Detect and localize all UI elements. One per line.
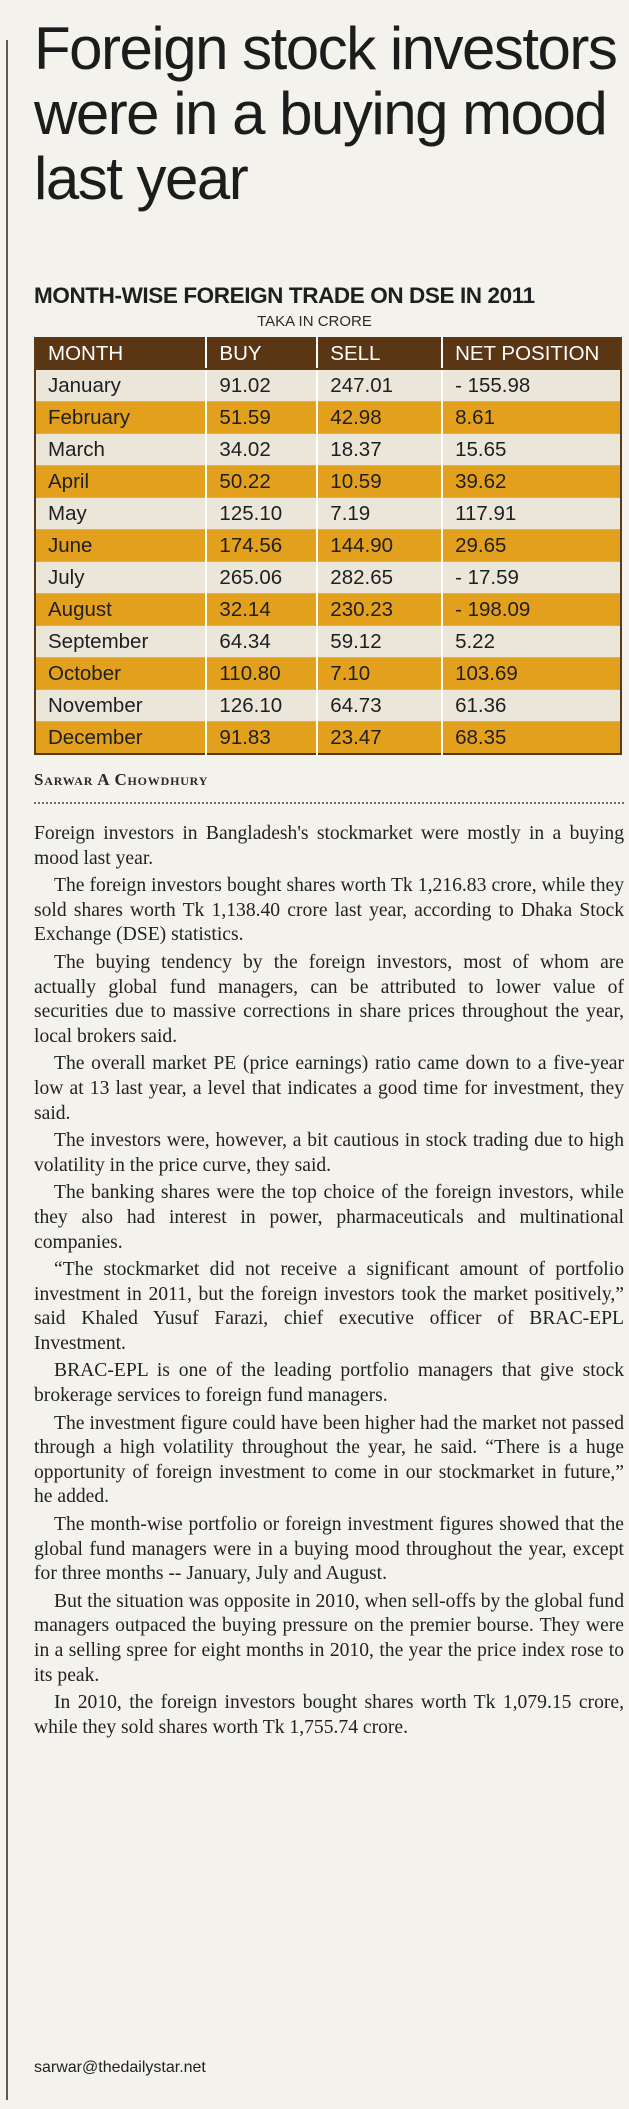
table-row <box>35 369 621 402</box>
table-row <box>35 722 621 755</box>
article-paragraph: “The stockmarket did not receive a significant amount of portfolio investment in 2011, but the foreign investors took the market positively,” said Khaled Yusuf Farazi, chief executive officer of BRAC-EPL Investment. <box>34 1259 624 1354</box>
sell-cell: 10.59 <box>317 466 442 498</box>
headline: Foreign stock investors were in a buying mood last year <box>34 15 617 212</box>
buy-cell: 174.56 <box>206 530 317 562</box>
net-position-cell: 39.62 <box>442 466 621 498</box>
table-row <box>35 498 621 530</box>
article-paragraph: The month-wise portfolio or foreign investment figures showed that the global fund managers were in a buying mood throughout the year, except for three months -- January, July and August. <box>34 1514 624 1585</box>
buy-cell: 32.14 <box>206 594 317 626</box>
article-paragraph: BRAC-EPL is one of the leading portfolio managers that give stock brokerage services to foreign fund managers. <box>34 1360 624 1407</box>
table-row <box>35 658 621 690</box>
sell-cell: 64.73 <box>317 690 442 722</box>
sell-cell: 7.10 <box>317 658 442 690</box>
month-cell: December <box>35 722 206 755</box>
table-row <box>35 402 621 434</box>
month-cell: November <box>35 690 206 722</box>
table-row <box>35 626 621 658</box>
buy-cell: 51.59 <box>206 402 317 434</box>
buy-cell: 91.83 <box>206 722 317 755</box>
buy-cell: 64.34 <box>206 626 317 658</box>
article-paragraph: But the situation was opposite in 2010, when sell-offs by the global fund managers outpaced the buying pressure on the premier bourse. They were in a selling spree for eight months in 2010, the year the price index rose to its peak. <box>34 1590 624 1686</box>
net-position-cell: 29.65 <box>442 530 621 562</box>
net-position-cell: 61.36 <box>442 690 621 722</box>
sell-cell: 42.98 <box>317 402 442 434</box>
table-unit: TAKA IN CRORE <box>257 313 372 330</box>
article-paragraph: Foreign investors in Bangladesh's stockmarket were mostly in a buying mood last year. <box>34 823 624 869</box>
net-position-cell: - 155.98 <box>442 369 621 402</box>
column-rule <box>6 40 8 2100</box>
month-cell: January <box>35 369 206 402</box>
table-body <box>35 369 621 754</box>
net-position-cell: 5.22 <box>442 626 621 658</box>
author-email: sarwar@thedailystar.net <box>34 2059 206 2076</box>
sell-cell: 18.37 <box>317 434 442 466</box>
table-row <box>35 690 621 722</box>
sell-cell: 7.19 <box>317 498 442 530</box>
header-sell: SELL <box>317 338 442 369</box>
buy-cell: 126.10 <box>206 690 317 722</box>
net-position-cell: 8.61 <box>442 402 621 434</box>
header-buy: BUY <box>206 338 317 369</box>
net-position-cell: 117.91 <box>442 498 621 530</box>
table-title: MONTH-WISE FOREIGN TRADE ON DSE IN 2011 <box>34 283 535 308</box>
month-cell: July <box>35 562 206 594</box>
buy-cell: 125.10 <box>206 498 317 530</box>
header-net-position: NET POSITION <box>442 338 621 369</box>
month-cell: September <box>35 626 206 658</box>
buy-cell: 50.22 <box>206 466 317 498</box>
month-cell: August <box>35 594 206 626</box>
sell-cell: 59.12 <box>317 626 442 658</box>
net-position-cell: - 198.09 <box>442 594 621 626</box>
table-row <box>35 434 621 466</box>
month-cell: May <box>35 498 206 530</box>
net-position-cell: - 17.59 <box>442 562 621 594</box>
article-paragraph: The overall market PE (price earnings) ratio came down to a five-year low at 13 last year, a level that indicates a good time for investment, they said. <box>34 1053 624 1124</box>
buy-cell: 110.80 <box>206 658 317 690</box>
article-paragraph: The banking shares were the top choice of the foreign investors, while they also had interest in power, pharmaceuticals and multinational companies. <box>34 1182 624 1253</box>
net-position-cell: 68.35 <box>442 722 621 755</box>
buy-cell: 91.02 <box>206 369 317 402</box>
net-position-cell: 15.65 <box>442 434 621 466</box>
sell-cell: 282.65 <box>317 562 442 594</box>
article-paragraph: The investment figure could have been higher had the market not passed through a high volatility throughout the year, he said. “There is a huge opportunity of foreign investment to come in our stockmarket in future,” he added. <box>34 1412 624 1508</box>
buy-cell: 34.02 <box>206 434 317 466</box>
month-cell: February <box>35 402 206 434</box>
month-cell: October <box>35 658 206 690</box>
table-header-row <box>35 338 621 369</box>
net-position-cell: 103.69 <box>442 658 621 690</box>
sell-cell: 144.90 <box>317 530 442 562</box>
byline: Sarwar A Chowdhury <box>34 770 209 789</box>
article-paragraph: The buying tendency by the foreign investors, most of whom are actually global fund managers, can be attributed to lower value of securities due to massive corrections in share prices throughout the year, local brokers said. <box>34 951 624 1047</box>
article-paragraph: The foreign investors bought shares worth Tk 1,216.83 crore, while they sold shares worth Tk 1,138.40 crore last year, according to Dhaka Stock Exchange (DSE) statistics. <box>34 875 624 946</box>
sell-cell: 23.47 <box>317 722 442 755</box>
month-cell: April <box>35 466 206 498</box>
table-row <box>35 562 621 594</box>
table-row <box>35 594 621 626</box>
sell-cell: 230.23 <box>317 594 442 626</box>
table-row <box>35 466 621 498</box>
article-paragraph: The investors were, however, a bit cautious in stock trading due to high volatility in the price curve, they said. <box>34 1130 624 1176</box>
article-paragraph: In 2010, the foreign investors bought shares worth Tk 1,079.15 crore, while they sold shares worth Tk 1,755.74 crore. <box>34 1692 624 1738</box>
article-body <box>34 822 624 1743</box>
table-row <box>35 530 621 562</box>
month-cell: June <box>35 530 206 562</box>
trade-table <box>34 337 622 755</box>
buy-cell: 265.06 <box>206 562 317 594</box>
month-cell: March <box>35 434 206 466</box>
sell-cell: 247.01 <box>317 369 442 402</box>
dotted-divider <box>34 802 624 804</box>
header-month: MONTH <box>35 338 206 369</box>
